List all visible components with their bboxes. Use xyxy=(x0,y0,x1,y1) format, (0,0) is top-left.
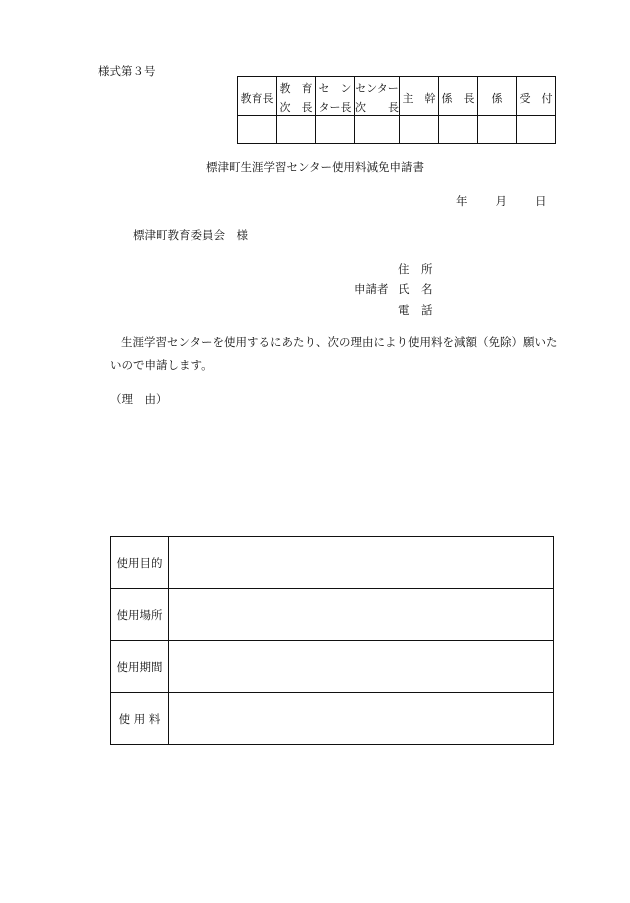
approval-stamp-cell[interactable] xyxy=(316,116,355,144)
name-label: 氏 名 xyxy=(398,282,433,296)
approval-stamp-cell[interactable] xyxy=(355,116,400,144)
form-number: 様式第３号 xyxy=(98,64,156,78)
approval-header-cell: セ ン ター長 xyxy=(316,77,355,116)
usage-place-label: 使用場所 xyxy=(111,589,169,641)
approval-header-cell: 係 長 xyxy=(439,77,478,116)
approval-stamp-cell[interactable] xyxy=(478,116,517,144)
phone-label: 電 話 xyxy=(398,303,433,317)
approval-header-cell: 教 育 次 長 xyxy=(277,77,316,116)
addressee: 標津町教育委員会 様 xyxy=(133,228,248,242)
usage-fee-label: 使 用 料 xyxy=(111,693,169,745)
date-month-label: 月 xyxy=(495,194,507,208)
approval-header-cell: 主 幹 xyxy=(400,77,439,116)
usage-place-field[interactable] xyxy=(169,589,554,641)
approval-stamp-cell[interactable] xyxy=(439,116,478,144)
date-day-label: 日 xyxy=(535,194,547,208)
reason-heading: （理 由） xyxy=(110,392,168,406)
approval-stamp-cell[interactable] xyxy=(238,116,277,144)
usage-period-label: 使用期間 xyxy=(111,641,169,693)
usage-details-table xyxy=(110,536,554,745)
body-text-line-1: 生涯学習センターを使用するにあたり、次の理由により使用料を減額（免除）願いた xyxy=(121,335,558,349)
approval-header-cell: 教育長 xyxy=(238,77,277,116)
usage-fee-field[interactable] xyxy=(169,693,554,745)
usage-period-field[interactable] xyxy=(169,641,554,693)
date-year-label: 年 xyxy=(456,194,468,208)
applicant-caption: 申請者 xyxy=(354,282,389,296)
approval-stamp-cell[interactable] xyxy=(277,116,316,144)
approval-stamp-cell[interactable] xyxy=(517,116,556,144)
approval-stamp-cell[interactable] xyxy=(400,116,439,144)
document-title: 標津町生涯学習センター使用料減免申請書 xyxy=(205,160,425,174)
address-label: 住 所 xyxy=(398,262,433,276)
approval-header-cell: 受 付 xyxy=(517,77,556,116)
usage-purpose-field[interactable] xyxy=(169,537,554,589)
date-line xyxy=(456,194,547,208)
usage-purpose-label: 使用目的 xyxy=(111,537,169,589)
approval-header-cell: センター 次 長 xyxy=(355,77,400,116)
approval-stamp-table xyxy=(237,76,556,144)
body-text-line-2: いので申請します。 xyxy=(110,358,213,372)
approval-header-cell: 係 xyxy=(478,77,517,116)
